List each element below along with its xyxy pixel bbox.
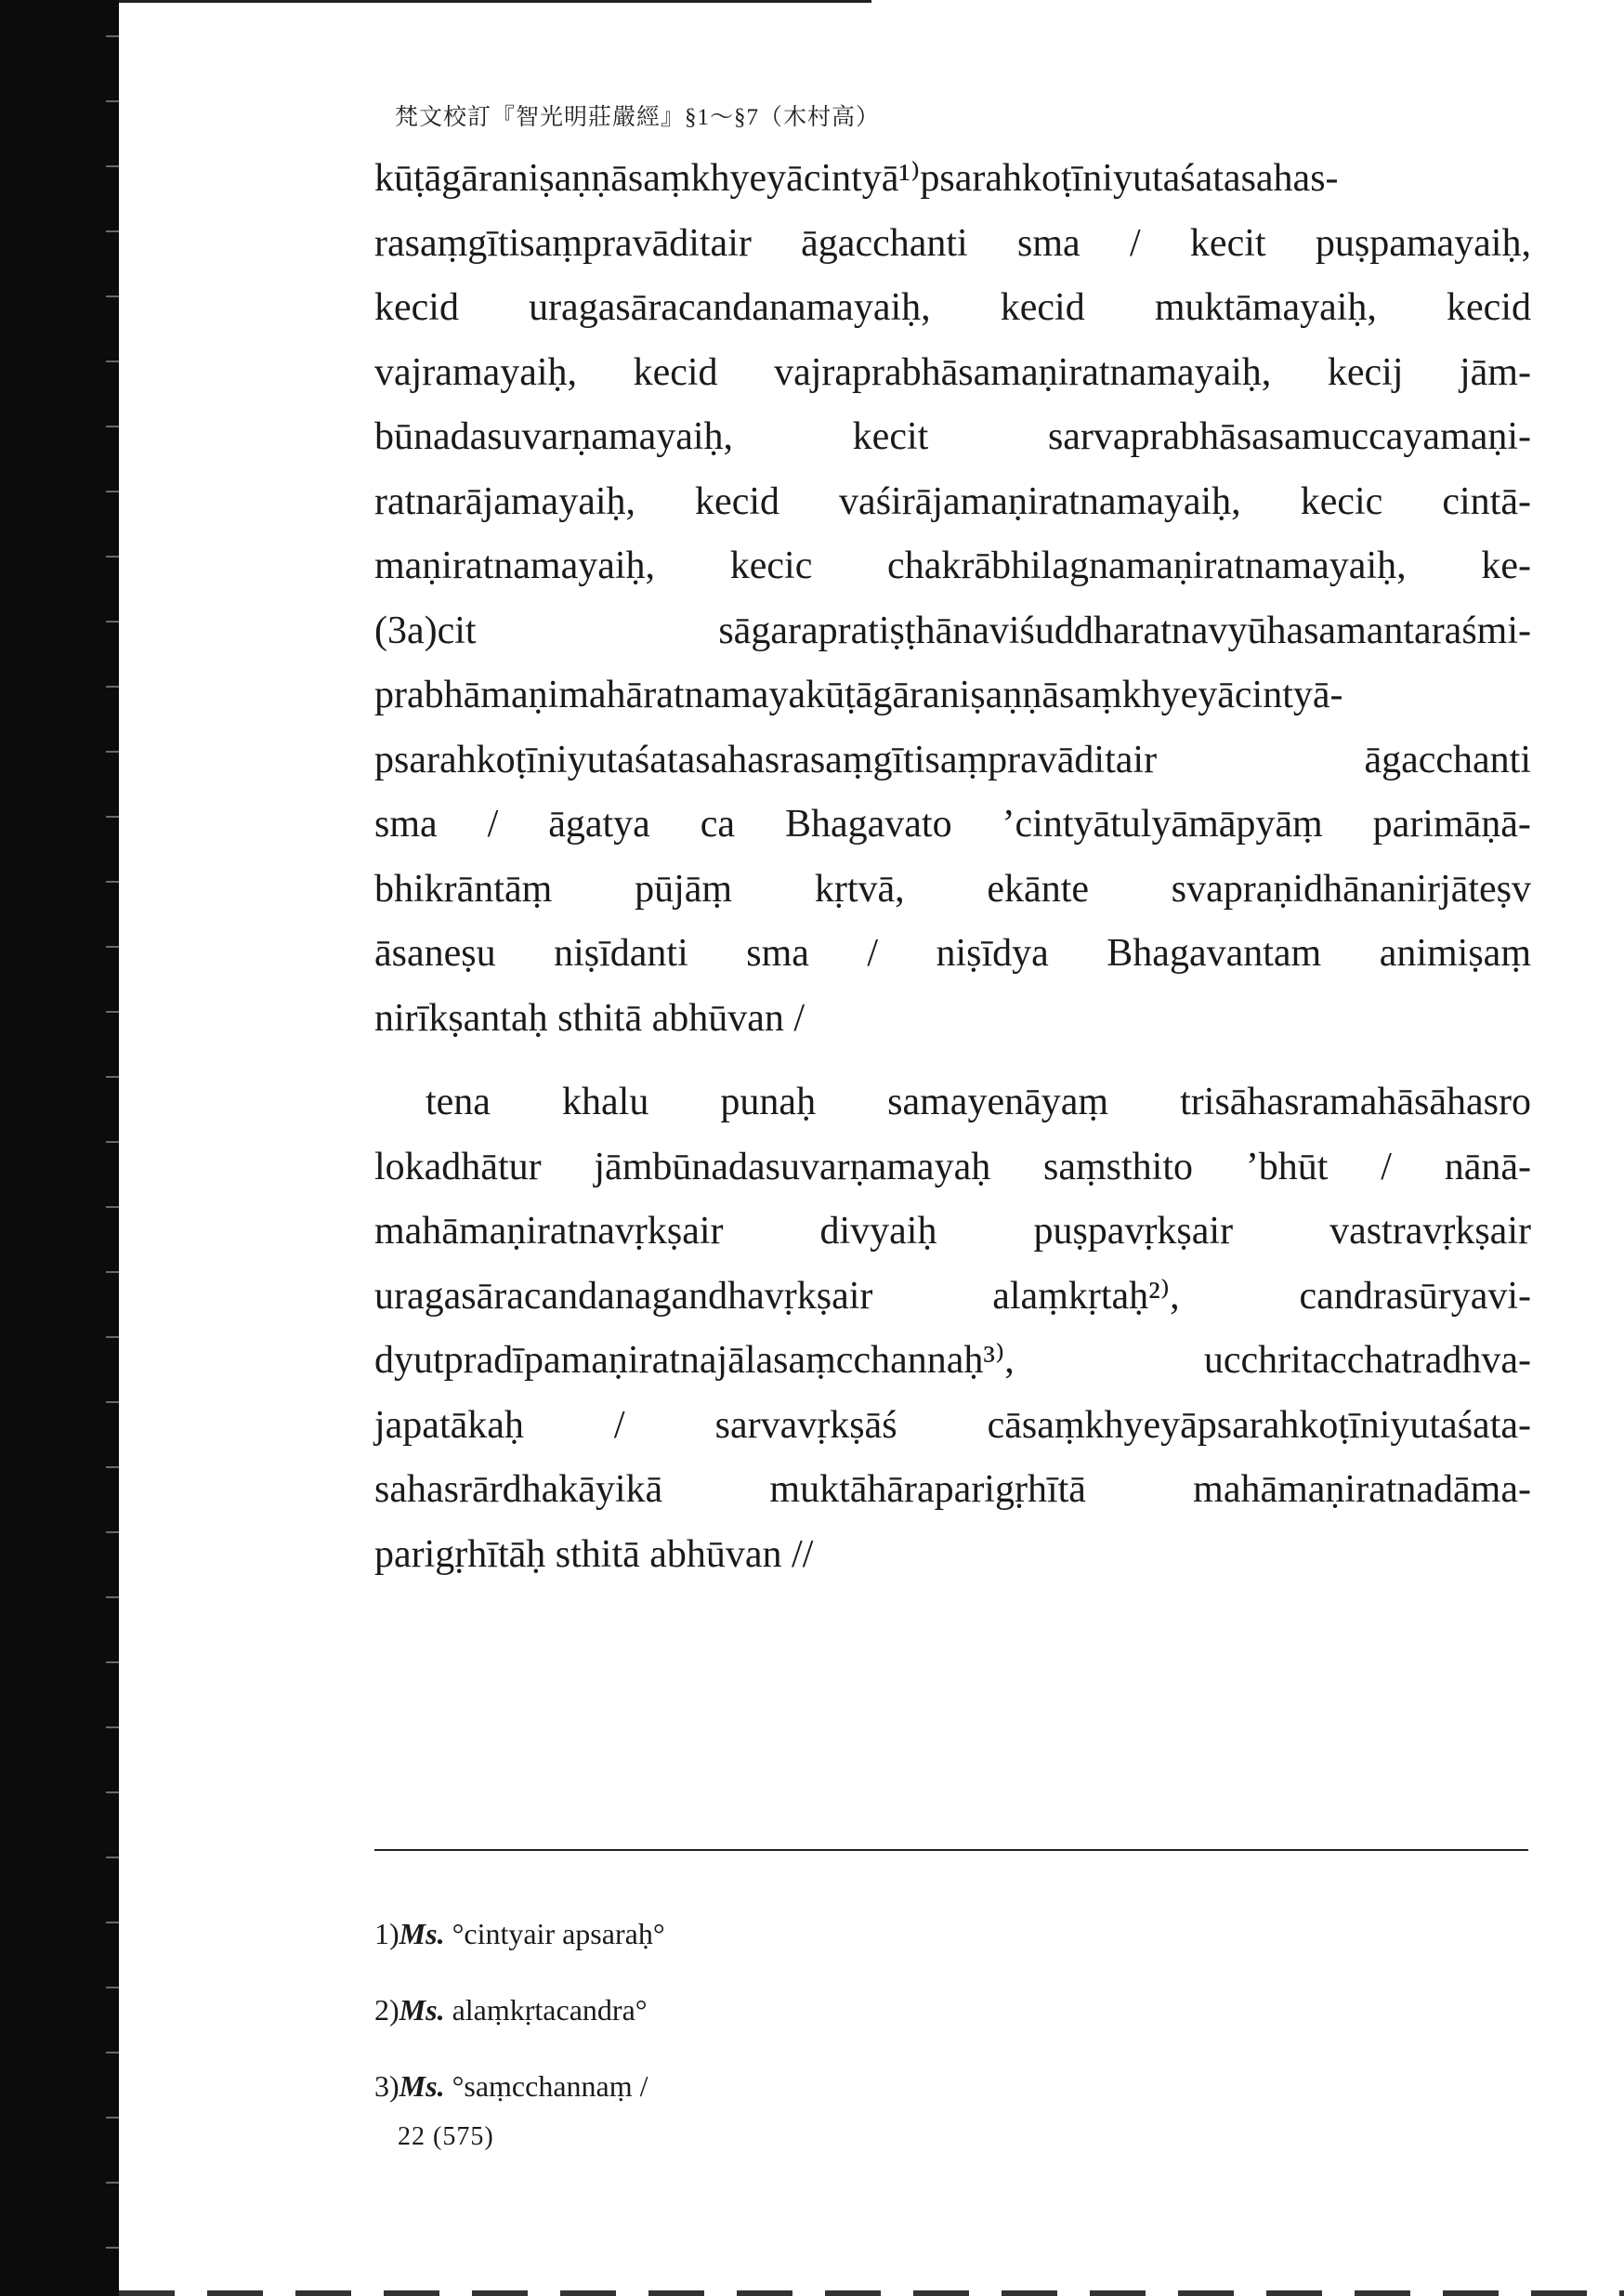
word: lokadhātur <box>374 1145 542 1188</box>
footnote-ms: Ms. <box>399 2069 445 2103</box>
word: khalu <box>562 1081 649 1123</box>
word: Bhagavantam <box>1107 932 1322 975</box>
word: saṃsthito <box>1043 1145 1194 1188</box>
word: sahasrārdhakāyikā <box>374 1468 663 1511</box>
word: sāgarapratiṣṭhānaviśuddharatnavyūhasamantaraśmi- <box>718 609 1531 652</box>
word: niṣīdanti <box>554 932 688 975</box>
word: nānā- <box>1444 1145 1531 1188</box>
word: / <box>487 803 499 846</box>
footnote-number: 3) <box>374 2069 399 2103</box>
text-line <box>374 1458 1531 1523</box>
paragraph-2 <box>374 1070 1531 1587</box>
text-line <box>374 1523 1531 1588</box>
word: sarvaprabhāsasamuccayamaṇi- <box>1047 415 1531 458</box>
word: būnadasuvarṇamayaiḥ, <box>374 415 734 458</box>
text-line <box>374 793 1531 858</box>
word: rasaṃgītisaṃpravāditair <box>374 221 752 265</box>
word: vastravṛkṣair <box>1329 1210 1531 1253</box>
footnote-2 <box>374 1972 665 2048</box>
word: uragasāracandanamayaiḥ, <box>529 286 931 329</box>
text-line <box>374 599 1531 664</box>
footnote-text: °saṃcchannaṃ / <box>452 2069 648 2103</box>
paragraph-1 <box>374 147 1531 1051</box>
word: āgacchanti <box>801 221 968 265</box>
text-line <box>374 1135 1531 1200</box>
footnote-ms: Ms. <box>399 1993 445 2027</box>
word: ratnarājamayaiḥ, <box>374 479 635 523</box>
text-line <box>374 276 1531 341</box>
word: ekānte <box>987 867 1089 911</box>
word: sma <box>746 932 809 975</box>
word: muktāhāraparigṛhītā <box>769 1468 1086 1511</box>
word: jām- <box>1460 350 1531 394</box>
word: vaśirājamaṇiratnamayaiḥ, <box>839 479 1241 523</box>
text-line <box>374 663 1531 728</box>
word: kecij <box>1327 350 1404 394</box>
word: kecit <box>1189 221 1266 265</box>
word: uragasāracandanagandhavṛkṣair <box>374 1274 873 1318</box>
word: prabhāmaṇimahāratnamayakūṭāgāraniṣaṇṇāsaṃkhyeyācintyā- <box>374 674 1343 716</box>
word: punaḥ <box>720 1081 817 1123</box>
word: japatākaḥ <box>374 1403 524 1447</box>
footnote-1 <box>374 1896 665 1972</box>
footnote-3 <box>374 2048 665 2124</box>
word: sarvavṛkṣāś <box>714 1403 897 1447</box>
text-line <box>374 1265 1531 1330</box>
word: ca <box>700 803 736 846</box>
word: āgacchanti <box>1364 738 1531 781</box>
word: kecic <box>729 544 813 587</box>
word: kecid <box>374 286 459 329</box>
text-line <box>374 987 1531 1052</box>
text-line <box>374 534 1531 599</box>
running-head: 梵文校訂『智光明莊嚴經』§1～§7（木村高） <box>395 105 881 130</box>
word: puṣpavṛkṣair <box>1033 1210 1234 1253</box>
word: (3a)cit <box>374 609 477 652</box>
word: pūjāṃ <box>635 867 733 911</box>
footnote-text: alaṃkṛtacandra° <box>452 1993 648 2027</box>
word: ke- <box>1481 544 1531 587</box>
word: jāmbūnadasuvarṇamayaḥ <box>594 1145 991 1188</box>
word: kecid <box>633 350 718 394</box>
word: samayenāyaṃ <box>887 1081 1109 1123</box>
word: parimāṇā- <box>1372 803 1531 846</box>
page-number: 22 (575) <box>398 2122 494 2151</box>
main-text <box>374 147 1531 1587</box>
scan-binding-shadow <box>0 0 119 2296</box>
text-line <box>374 858 1531 923</box>
text-line <box>374 341 1531 406</box>
word: bhikrāntāṃ <box>374 867 553 911</box>
word: tena <box>426 1081 491 1123</box>
footnote-number: 2) <box>374 1993 399 2027</box>
word: kecid <box>1447 286 1531 329</box>
word: ’bhūt <box>1245 1145 1329 1188</box>
word: kecid <box>1000 286 1085 329</box>
word: cintā- <box>1442 479 1531 523</box>
word: cāsaṃkhyeyāpsarahkoṭīniyutaśata- <box>987 1403 1531 1447</box>
word: kūṭāgāraniṣaṇṇāsaṃkhyeyācintyā¹⁾psarahkoṭīniyutaśatasahas- <box>374 157 1339 200</box>
word: muktāmayaiḥ, <box>1154 286 1377 329</box>
word: Bhagavato <box>784 803 952 846</box>
word: mahāmaṇiratnavṛkṣair <box>374 1210 724 1253</box>
word: ucchritacchatradhva- <box>1203 1339 1531 1382</box>
word: psarahkoṭīniyutaśatasahasrasaṃgītisaṃpravāditair <box>374 738 1158 781</box>
text-line <box>374 1394 1531 1459</box>
text-line <box>374 212 1531 277</box>
word: alaṃkṛtaḥ²⁾, <box>992 1274 1180 1318</box>
text-line <box>374 1329 1531 1394</box>
footnotes <box>374 1896 665 2124</box>
word: / <box>1129 221 1141 265</box>
word: vajraprabhāsamaṇiratnamayaiḥ, <box>774 350 1272 394</box>
word: maṇiratnamayaiḥ, <box>374 544 656 587</box>
line-text: parigṛhītāḥ sthitā abhūvan // <box>374 1532 814 1576</box>
text-line <box>374 147 1531 212</box>
scan-bottom-edge <box>119 2290 1624 2296</box>
word: āsaneṣu <box>374 932 496 975</box>
text-line <box>374 1070 1531 1135</box>
footnote-rule <box>374 1849 1528 1851</box>
text-line <box>374 405 1531 470</box>
word: vajramayaiḥ, <box>374 350 578 394</box>
word: dyutpradīpamaṇiratnajālasaṃcchannaḥ³⁾, <box>374 1339 1015 1382</box>
word: svapraṇidhānanirjāteṣv <box>1171 867 1531 911</box>
word: animiṣaṃ <box>1379 932 1531 975</box>
word: / <box>613 1403 625 1447</box>
word: divyaiḥ <box>819 1210 937 1253</box>
word: mahāmaṇiratnadāma- <box>1193 1468 1531 1511</box>
footnote-text: °cintyair apsaraḥ° <box>452 1917 665 1950</box>
word: trisāhasramahāsāhasro <box>1180 1081 1531 1123</box>
word: puṣpamayaiḥ, <box>1315 221 1531 265</box>
word: / <box>1381 1145 1392 1188</box>
text-line <box>374 922 1531 987</box>
word: kecid <box>695 479 779 523</box>
word: chakrābhilagnamaṇiratnamayaiḥ, <box>887 544 1407 587</box>
word: kṛtvā, <box>814 867 905 911</box>
text-line <box>374 1200 1531 1265</box>
word: sma <box>374 803 438 846</box>
footnote-number: 1) <box>374 1917 399 1950</box>
word: sma <box>1017 221 1080 265</box>
word: ’cintyātulyāmāpyāṃ <box>1002 803 1323 846</box>
word: / <box>867 932 879 975</box>
word: niṣīdya <box>936 932 1049 975</box>
line-text: nirīkṣantaḥ sthitā abhūvan / <box>374 996 805 1040</box>
footnote-ms: Ms. <box>399 1917 445 1950</box>
scan-top-edge <box>119 0 871 3</box>
word: candrasūryavi- <box>1299 1274 1531 1318</box>
word: āgatya <box>548 803 650 846</box>
word: kecic <box>1300 479 1383 523</box>
text-line <box>374 470 1531 535</box>
text-line <box>374 728 1531 794</box>
word: kecit <box>852 415 929 458</box>
